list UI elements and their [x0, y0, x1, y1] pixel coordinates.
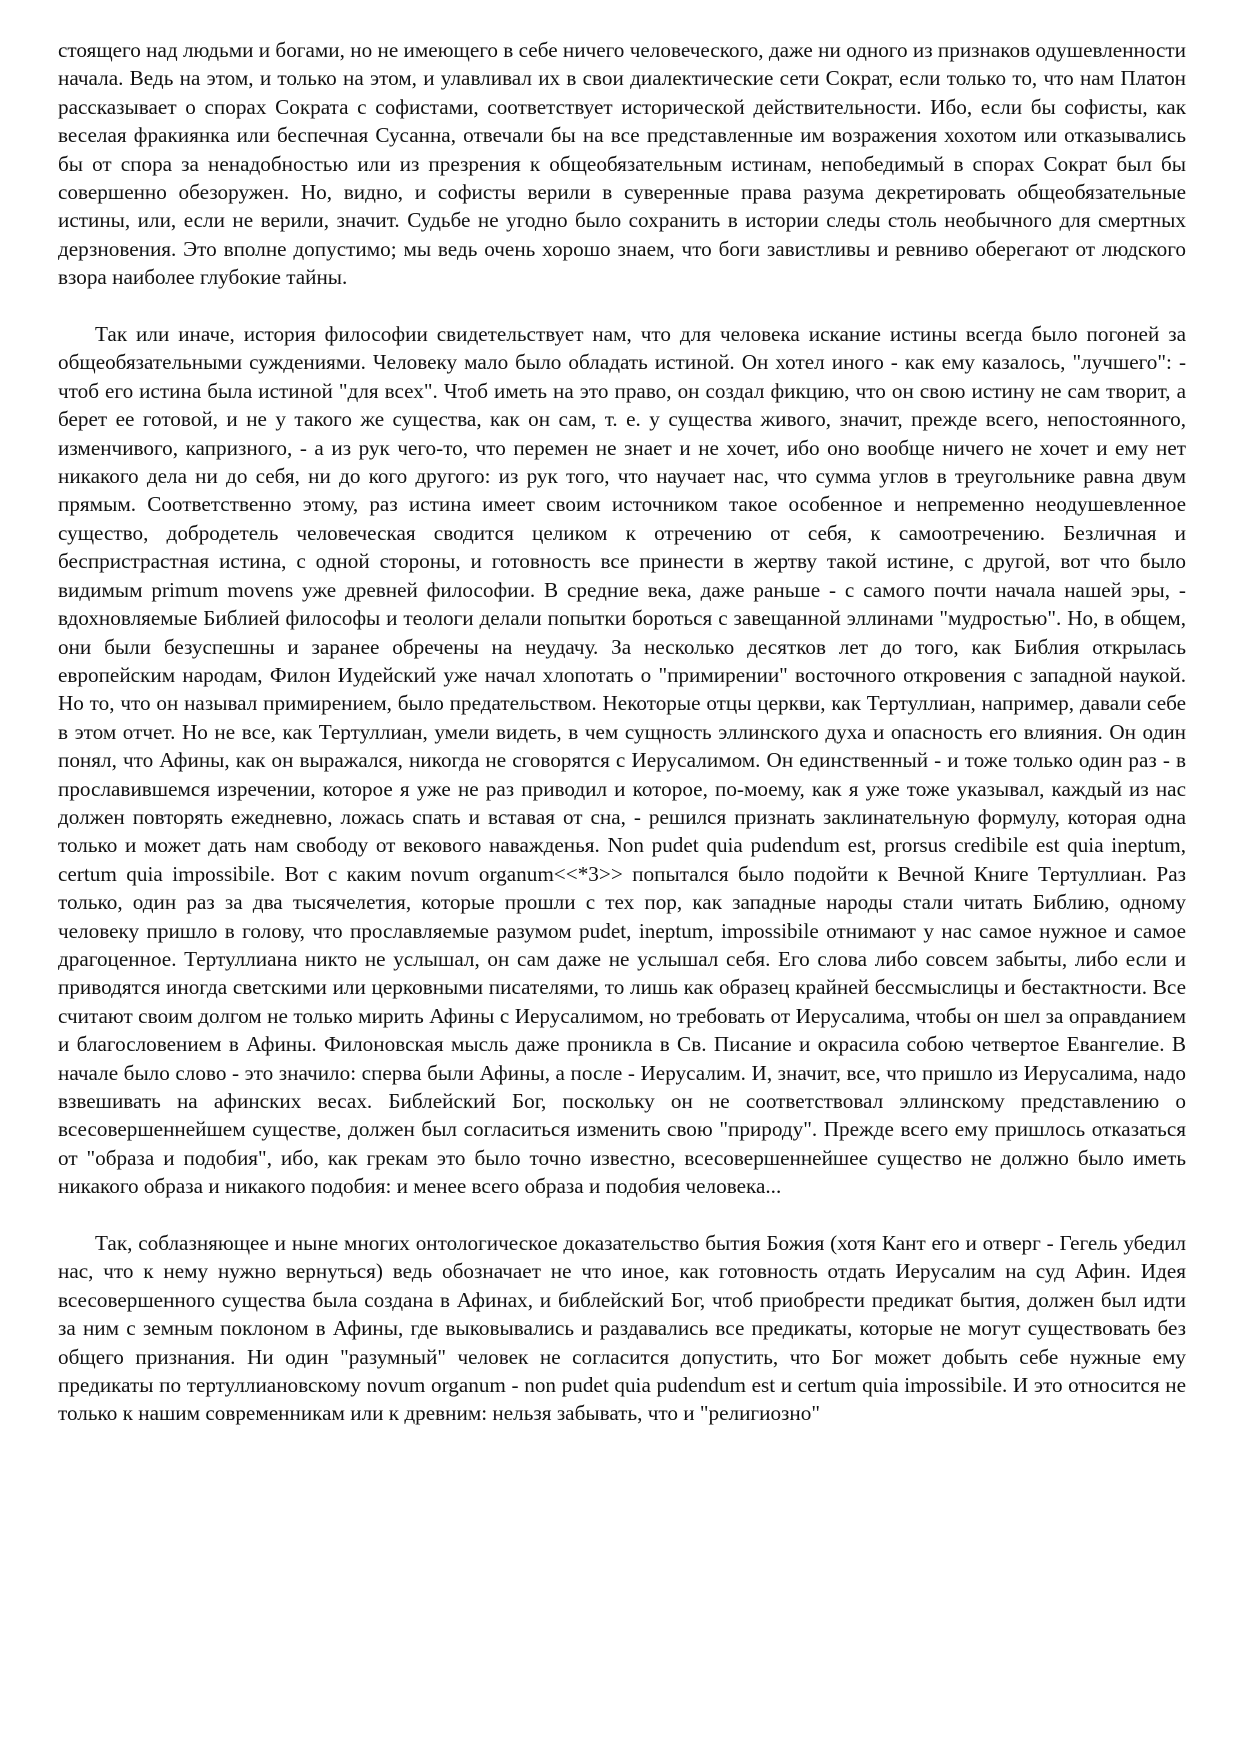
paragraph-3: Так, соблазняющее и ныне многих онтологическое доказательство бытия Божия (хотя Кант его и отверг - Гегель убедил нас, что к нему нужно вернуться) ведь обозначает не что иное, как готовность отдать Иерусалим на суд Афин. Идея всесовершенного существа была создана в Афинах, и библейский Бог, чтоб приобрести предикат бытия, должен был идти за ним с земным поклоном в Афины, где выковывались и раздавались все предикаты, которые не могут существовать без общего признания. Ни один "разумный" человек не согласится допустить, что Бог может добыть себе нужные ему предикаты по тертуллиановскому novum organum - non pudet quia pudendum est и certum quia impossibile. И это относится не только к нашим современникам или к древним: нельзя забывать, что и "религиозно"	[58, 1231, 1186, 1426]
paragraph-spacer	[58, 1201, 1186, 1229]
paragraph-2: Так или иначе, история философии свидетельствует нам, что для человека искание истины всегда было погоней за общеобязательными суждениями. Человеку мало было обладать истиной. Он хотел иного - как ему казалось, "лучшего": - чтоб его истина была истиной "для всех". Чтоб иметь на это право, он создал фикцию, что он свою истину не сам творит, а берет ее готовой, и не у такого же существа, как он сам, т. е. у существа живого, значит, прежде всего, непостоянного, изменчивого, капризного, - а из рук чего-то, что перемен не знает и не хочет, ибо оно вообще ничего не хочет и ему нет никакого дела ни до себя, ни до кого другого: из рук того, что научает нас, что сумма углов в треугольнике равна двум прямым. Соответственно этому, раз истина имеет своим источником такое особенное и непременно неодушевленное существо, добродетель человеческая сводится целиком к отречению от себя, к самоотречению. Безличная и беспристрастная истина, с одной стороны, и готовность все принести в жертву такой истине, с другой, вот что было видимым primum movens уже древней философии. В средние века, даже раньше - с самого почти начала нашей эры, - вдохновляемые Библией философы и теологи делали попытки бороться с завещанной эллинами "мудростью". Но, в общем, они были безуспешны и заранее обречены на неудачу. За несколько десятков лет до того, как Библия открылась европейским народам, Филон Иудейский уже начал хлопотать о "примирении" восточного откровения с западной наукой. Но то, что он называл примирением, было предательством. Некоторые отцы церкви, как Тертуллиан, например, давали себе в этом отчет. Но не все, как Тертуллиан, умели видеть, в чем сущность эллинского духа и опасность его влияния. Он один понял, что Афины, как он выражался, никогда не сговорятся с Иерусалимом. Он единственный - и тоже только один раз - в прославившемся изречении, которое я уже не раз приводил и которое, по-моему, как я уже тоже указывал, каждый из нас должен повторять ежедневно, ложась спать и вставая от сна, - решился признать заклинательную формулу, которая одна только и может дать нам свободу от векового наважденья. Non pudet quia pudendum est, prorsus credibile est quia ineptum, certum quia impossibile. Вот с каким novum organum<<*3>> попытался было подойти к Вечной Книге Тертуллиан. Раз только, один раз за два тысячелетия, которые прошли с тех пор, как западные народы стали читать Библию, одному человеку пришло в голову, что прославляемые разумом pudet, ineptum, impossibile отнимают у нас самое нужное и самое драгоценное. Тертуллиана никто не услышал, он сам даже не услышал себя. Его слова либо совсем забыты, либо если и приводятся иногда светскими или церковными писателями, то лишь как образец крайней бессмыслицы и бестактности. Все считают своим долгом не только мирить Афины с Иерусалимом, но требовать от Иерусалима, чтобы он шел за оправданием и благословением в Афины. Филоновская мысль даже проникла в Св. Писание и окрасила собою четвертое Евангелие. В начале было слово - это значило: сперва были Афины, а после - Иерусалим. И, значит, все, что пришло из Иерусалима, надо взвешивать на афинских весах. Библейский Бог, поскольку он не соответствовал эллинскому представлению о всесовершеннейшем существе, должен был согласиться изменить свою "природу". Прежде всего ему пришлось отказаться от "образа и подобия", ибо, как грекам это было точно известно, всесовершеннейшее существо не должно было иметь никакого образа и никакого подобия: и менее всего образа и подобия человека...	[58, 322, 1186, 1199]
document-page	[58, 36, 1186, 1428]
paragraph-spacer	[58, 292, 1186, 320]
paragraph-1: стоящего над людьми и богами, но не имеющего в себе ничего человеческого, даже ни одного из признаков одушевленности начала. Ведь на этом, и только на этом, и улавливал их в свои диалектические сети Сократ, если только то, что нам Платон рассказывает о спорах Сократа с софистами, соответствует исторической действительности. Ибо, если бы софисты, как веселая фракиянка или беспечная Сусанна, отвечали бы на все представленные им возражения хохотом или отказывались бы от спора за ненадобностью или из презрения к общеобязательным истинам, непобедимый в спорах Сократ был бы совершенно обезоружен. Но, видно, и софисты верили в суверенные права разума декретировать общеобязательные истины, или, если не верили, значит. Судьбе не угодно было сохранить в истории следы столь необычного для смертных дерзновения. Это вполне допустимо; мы ведь очень хорошо знаем, что боги завистливы и ревниво оберегают от людского взора наиболее глубокие тайны.	[58, 38, 1186, 290]
